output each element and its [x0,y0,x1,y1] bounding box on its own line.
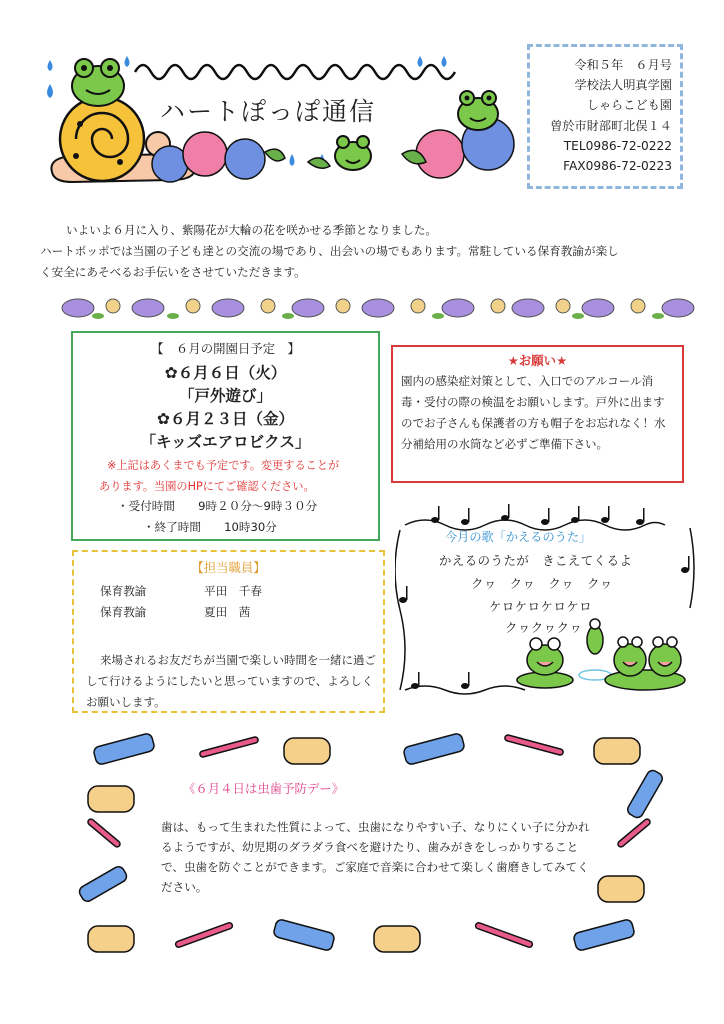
intro-line: ハートポッポでは当園の子ども達との交流の場であり、出会いの場でもあります。常駐している保育教諭が楽し [40,244,619,258]
raindrop-icon [442,56,447,67]
frog-icon [458,91,498,130]
staff-role: 保育教諭 [100,605,147,619]
newsletter-title: ハートぽっぽ通信 [160,97,377,126]
open-day-date: ✿６月２３日（金） [157,410,294,428]
open-day-heading: 【 ６月の開園日予定 】 [151,341,300,356]
hydrangea-icon [402,118,514,178]
staff-title: 【担当職員】 [191,560,266,575]
request-title: ★お願い★ [507,353,568,368]
frog-icon [579,619,611,680]
staff-member [100,604,251,620]
raindrop-icon [125,56,130,67]
open-day-date: ✿６月６日（火） [164,364,287,382]
tooth-day-body: 歯は、もって生まれた性質によって、虫歯になりやすい子、なりにくい子に分かれるようですが、幼児期のダラダラ食べを避けたり、歯みがきをしっかりすることで、虫歯を防ぐことができます。ご家庭で音楽に合わせて楽しく歯磨きしてみてください。 [161,820,590,894]
frog-icon [605,637,685,690]
reception-time: ・受付時間 9時２０分～9時３０分 [117,499,318,513]
raindrop-icon [418,56,423,67]
staff-box [72,550,385,713]
open-day-schedule [71,331,380,541]
staff-role: 保育教諭 [100,584,147,598]
issue-date: 令和５年 ６月号 [574,58,672,72]
frog-icon [517,638,573,688]
hydrangea-divider [58,290,698,326]
open-day-event: 「戸外遊び」 [178,387,272,405]
raindrop-icon [47,84,53,98]
hydrangea-icon [152,132,285,182]
tel: TEL0986-72-0222 [563,138,672,153]
song-line: かえるのうたが きこえてくるよ [439,553,633,568]
song-line: クヮ クヮ クヮ クヮ [471,576,613,591]
frog-icon [308,136,371,170]
song-title: 今月の歌「かえるのうた」 [445,530,592,544]
raindrop-icon [48,60,53,71]
school-info-box [527,44,683,189]
fax: FAX0986-72-0223 [563,159,672,174]
song-section [395,500,695,705]
song-line: クヮクヮクヮ [505,620,583,635]
intro-line: いよいよ６月に入り、紫陽花が大輪の花を咲かせる季節となりました。 [66,223,438,237]
open-day-event: 「キッズエアロビクス」 [140,433,311,451]
intro-line: く安全にあそべるお手伝いをさせていただきます。 [40,265,306,279]
schedule-note: ※上記はあくまでも予定です。変更することが [107,459,340,472]
closing-time: ・終了時間 10時30分 [143,520,277,534]
request-box [391,345,684,483]
staff-name: 夏田 茜 [204,605,251,619]
staff-member [100,583,262,599]
song-line: ケロケロケロケロ [489,599,593,614]
staff-message: 来場されるお友だちが当園で楽しい時間を一緒に過ごして行けるようにしたいと思っていますので、よろしくお願いします。 [86,653,376,709]
schedule-note: あります。当園のHPにてご確認ください。 [99,480,315,493]
intro-text [40,220,690,283]
staff-name: 平田 千春 [204,584,262,598]
raindrop-icon [290,154,295,166]
request-body: 園内の感染症対策として、入口でのアルコール消毒・受付の際の検温をお願いします。戸外に出ますのでお子さんも保護者の方も帽子をお忘れなく！水分補給用の水筒など必ずご準備下さい。 [401,374,666,451]
frog-icon [72,59,124,106]
address: 曽於市財部町北俣１４ [550,118,672,133]
tooth-day-title-text: 《６月４日は虫歯予防デー》 [183,781,345,796]
org-name: 学校法人明真学園 [574,78,672,93]
scroll-line [135,65,455,79]
school-name: しゃらこども園 [586,98,672,113]
tooth-day-title [183,779,344,797]
